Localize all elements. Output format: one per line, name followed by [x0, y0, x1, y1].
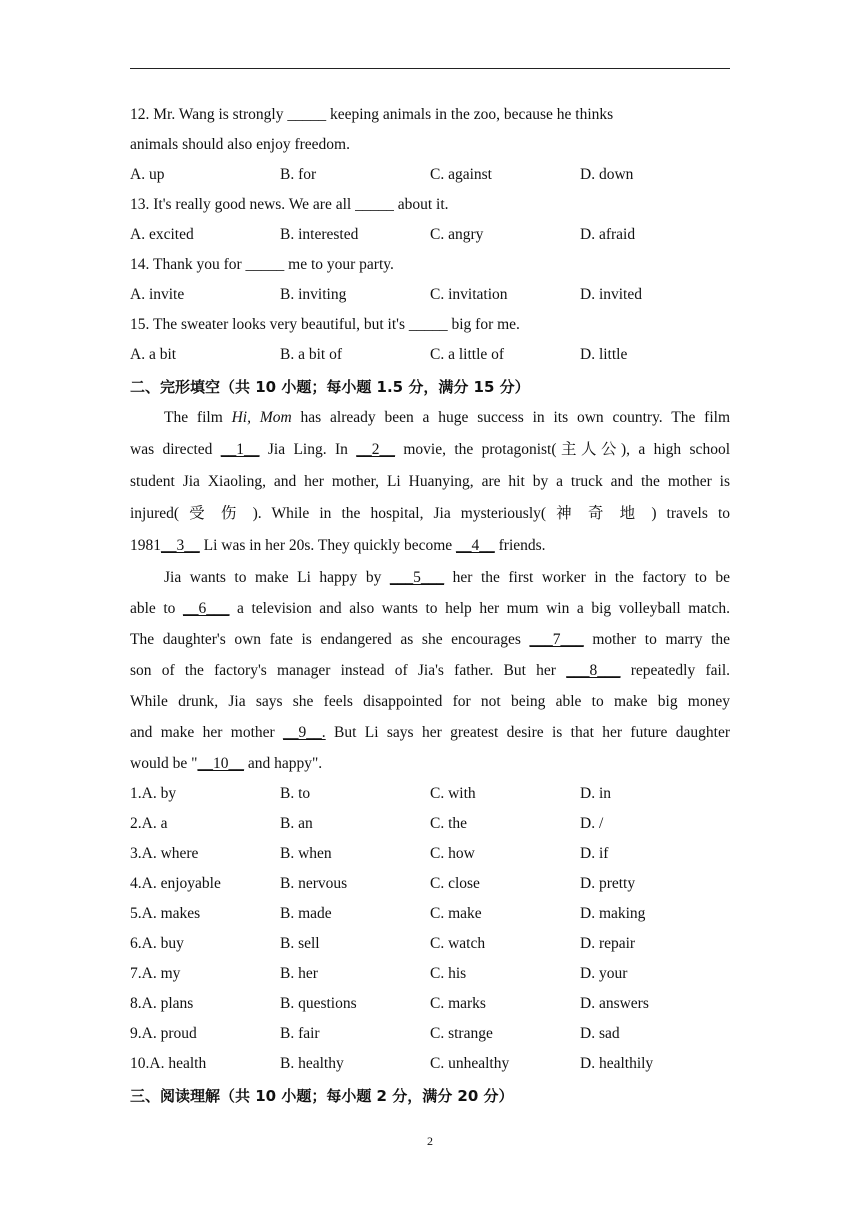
question-stem: 15. The sweater looks very beautiful, but it's _____ big for me.	[130, 316, 520, 333]
passage-line: 1981__3__ Li was in her 20s. They quickly become __4__ friends.	[130, 537, 546, 554]
cloze-option-row	[130, 809, 730, 839]
cloze-option-row	[130, 779, 730, 809]
option-d: D. making	[580, 905, 646, 922]
passage-line: son of the factory's manager instead of Jia's father. But her ___8___ repeatedly fail.	[130, 662, 731, 679]
option-a: 7.A. my	[130, 965, 181, 982]
blank-3: __3__	[161, 537, 200, 554]
section-heading-reading: 三、阅读理解（共 10 小题；每小题 2 分，满分 20 分）	[130, 1087, 514, 1105]
option-d: D. afraid	[580, 226, 636, 243]
question-stem: 13. It's really good news. We are all _____ about it.	[130, 196, 449, 213]
option-a: 2.A. a	[130, 815, 168, 832]
option-c: C. watch	[430, 935, 486, 952]
question-stem: 12. Mr. Wang is strongly _____ keeping animals in the zoo, because he thinks	[130, 106, 614, 123]
passage-line: While drunk, Jia says she feels disappointed for not being able to make big money	[130, 693, 730, 710]
option-row	[130, 340, 730, 370]
option-d: D. /	[580, 815, 604, 832]
option-a: 10.A. health	[130, 1055, 207, 1072]
option-b: B. interested	[280, 226, 359, 243]
option-a: 3.A. where	[130, 845, 199, 862]
passage-line: and make her mother __9__. But Li says her greatest desire is that her future daughter	[130, 724, 731, 741]
option-c: C. with	[430, 785, 476, 802]
cloze-option-row	[130, 959, 730, 989]
cloze-option-row	[130, 989, 730, 1019]
blank-9: __9__.	[283, 724, 326, 741]
option-a: A. up	[130, 166, 165, 183]
option-b: B. to	[280, 785, 311, 802]
question-stem: 14. Thank you for _____ me to your party.	[130, 256, 394, 273]
option-c: C. close	[430, 875, 480, 892]
option-c: C. marks	[430, 995, 486, 1012]
option-a: 5.A. makes	[130, 905, 201, 922]
blank-8: ___8___	[566, 662, 621, 679]
option-d: D. repair	[580, 935, 636, 952]
option-b: B. healthy	[280, 1055, 344, 1072]
header-rule	[130, 68, 730, 69]
option-b: B. an	[280, 815, 313, 832]
option-a: 1.A. by	[130, 785, 177, 802]
option-b: B. questions	[280, 995, 357, 1012]
cloze-paragraph-2	[130, 562, 730, 779]
blank-5: ___5___	[389, 569, 445, 586]
option-b: B. fair	[280, 1025, 320, 1042]
option-a: A. excited	[130, 226, 194, 243]
blank-10: __10__	[197, 755, 244, 772]
option-c: C. invitation	[430, 286, 508, 303]
option-b: B. made	[280, 905, 332, 922]
option-d: D. your	[580, 965, 628, 982]
option-d: D. down	[580, 166, 634, 183]
film-title: Hi, Mom	[231, 409, 292, 426]
option-row	[130, 280, 730, 310]
option-d: D. in	[580, 785, 611, 802]
passage-line: student Jia Xiaoling, and her mother, Li Huanying, are hit by a truck and the mother is	[130, 473, 730, 490]
option-a: A. invite	[130, 286, 185, 303]
option-c: C. the	[430, 815, 468, 832]
option-d: D. healthily	[580, 1055, 654, 1072]
cloze-options	[130, 779, 730, 1079]
option-b: B. inviting	[280, 286, 347, 303]
option-row	[130, 220, 730, 250]
option-c: C. how	[430, 845, 475, 862]
passage-line: would be "__10__ and happy".	[130, 755, 323, 772]
option-b: B. a bit of	[280, 346, 342, 363]
cloze-option-row	[130, 929, 730, 959]
option-c: C. against	[430, 166, 492, 183]
cloze-paragraph-1	[130, 402, 730, 562]
option-c: C. strange	[430, 1025, 493, 1042]
cloze-option-row	[130, 1019, 730, 1049]
option-a: A. a bit	[130, 346, 177, 363]
option-c: C. make	[430, 905, 482, 922]
option-d: D. little	[580, 346, 628, 363]
option-c: C. unhealthy	[430, 1055, 510, 1072]
blank-4: __4__	[456, 537, 495, 554]
cloze-option-row	[130, 869, 730, 899]
blank-6: __6___	[182, 600, 230, 617]
option-a: 8.A. plans	[130, 995, 194, 1012]
option-a: 9.A. proud	[130, 1025, 197, 1042]
option-row	[130, 160, 730, 190]
cloze-option-row	[130, 899, 730, 929]
blank-7: ___7___	[529, 631, 584, 648]
passage-line: was directed __1__ Jia Ling. In __2__ movie, the protagonist(主人公), a high school	[130, 441, 730, 458]
option-d: D. answers	[580, 995, 649, 1012]
cloze-option-row	[130, 839, 730, 869]
passage-line: Jia wants to make Li happy by ___5___ her the first worker in the factory to be	[164, 569, 730, 586]
option-d: D. sad	[580, 1025, 620, 1042]
option-b: B. when	[280, 845, 332, 862]
document-body	[130, 100, 730, 1111]
option-b: B. her	[280, 965, 318, 982]
option-a: 4.A. enjoyable	[130, 875, 221, 892]
option-c: C. his	[430, 965, 467, 982]
passage-line: The daughter's own fate is endangered as she encourages ___7___ mother to marry the	[130, 631, 730, 648]
option-d: D. pretty	[580, 875, 636, 892]
passage-line: able to __6___ a television and also wants to help her mum win a big volleyball match.	[130, 600, 730, 617]
option-b: B. for	[280, 166, 317, 183]
question-stem-cont: animals should also enjoy freedom.	[130, 136, 350, 153]
option-b: B. sell	[280, 935, 320, 952]
section-heading-cloze: 二、完形填空（共 10 小题；每小题 1.5 分，满分 15 分）	[130, 378, 530, 396]
blank-2: __2__	[356, 441, 395, 458]
passage-line: The film Hi, Mom has already been a huge success in its own country. The film	[164, 409, 731, 426]
option-d: D. if	[580, 845, 609, 862]
option-a: 6.A. buy	[130, 935, 184, 952]
blank-1: __1__	[220, 441, 260, 458]
option-c: C. angry	[430, 226, 484, 243]
cloze-option-row	[130, 1049, 730, 1079]
page-number: 2	[427, 1134, 433, 1148]
option-b: B. nervous	[280, 875, 348, 892]
passage-line: injured( 受 伤 ). While in the hospital, Jia mysteriously( 神 奇 地 ) travels to	[130, 505, 730, 522]
option-c: C. a little of	[430, 346, 505, 363]
option-d: D. invited	[580, 286, 642, 303]
